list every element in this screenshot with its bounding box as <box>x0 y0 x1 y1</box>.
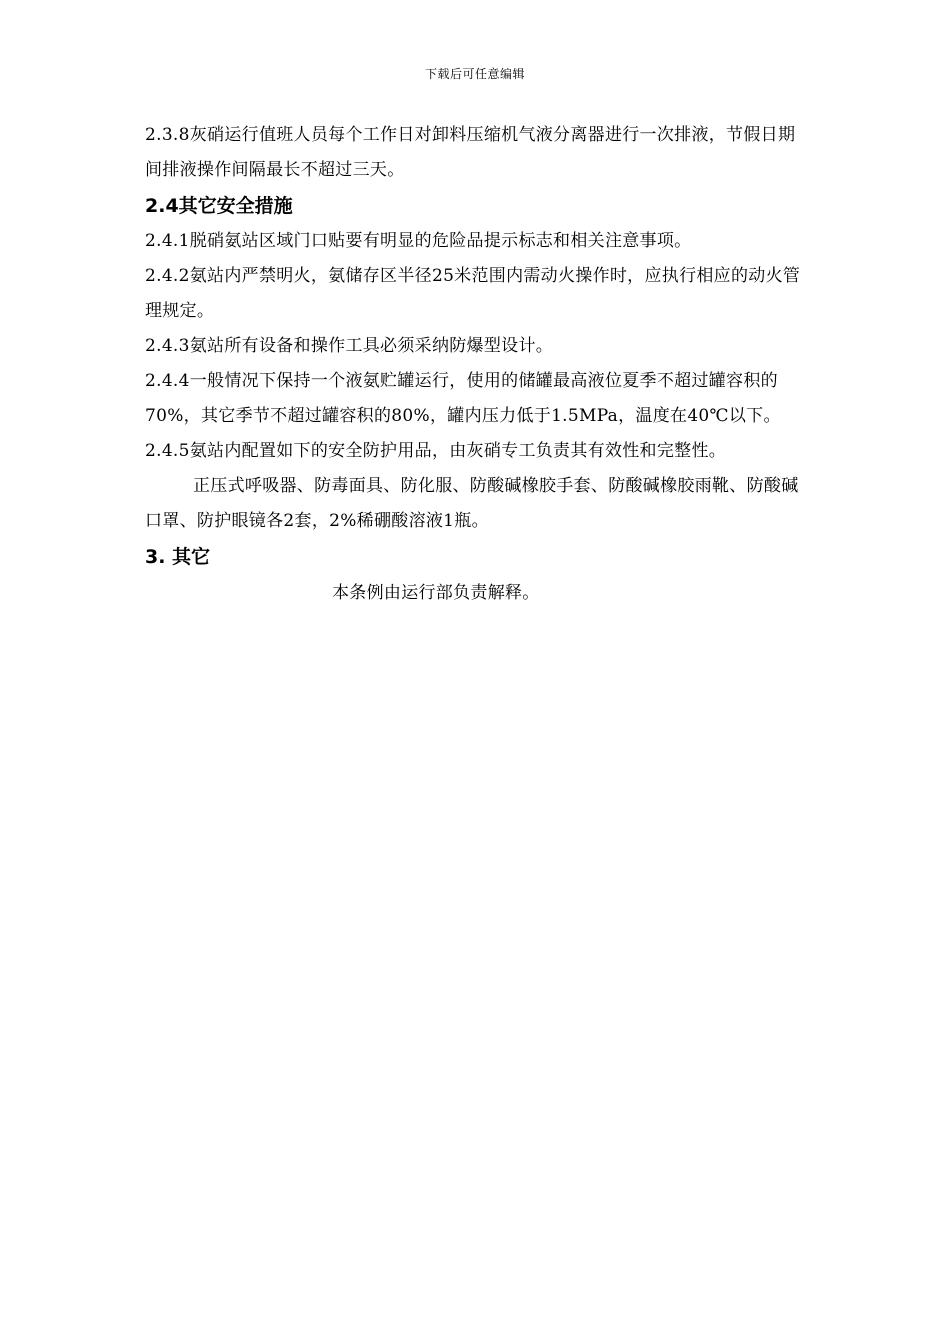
paragraph-2-3-8: 2.3.8灰硝运行值班人员每个工作日对卸料压缩机气液分离器进行一次排液，节假日期间排液操作间隔最长不超过三天。 <box>145 125 796 180</box>
section-heading-2-4: 2.4其它安全措施 <box>145 195 293 217</box>
page-header: 下载后可任意编辑 <box>424 67 525 81</box>
paragraph-2-4-4: 2.4.4一般情况下保持一个液氨贮罐运行，使用的储罐最高液位夏季不超过罐容积的70%，其它季节不超过罐容积的80%，罐内压力低于1.5MPa，温度在40℃以下。 <box>145 371 781 426</box>
paragraph-2-4-3: 2.4.3氨站所有设备和操作工具必须采纳防爆型设计。 <box>145 336 554 356</box>
paragraph-2-4-1: 2.4.1脱硝氨站区域门口贴要有明显的危险品提示标志和相关注意事项。 <box>145 231 692 251</box>
document-body <box>145 118 807 611</box>
paragraph-2-4-2: 2.4.2氨站内严禁明火，氨储存区半径25米范围内需动火操作时，应执行相应的动火管理规定。 <box>145 266 801 321</box>
paragraph-interpretation-note: 本条例由运行部负责解释。 <box>332 583 540 603</box>
paragraph-protective-equipment-list: 正压式呼吸器、防毒面具、防化服、防酸碱橡胶手套、防酸碱橡胶雨靴、防酸碱口罩、防护眼镜各2套，2%稀硼酸溶液1瓶。 <box>145 476 799 531</box>
section-heading-3: 3. 其它 <box>145 546 211 568</box>
paragraph-2-4-5: 2.4.5氨站内配置如下的安全防护用品，由灰硝专工负责其有效性和完整性。 <box>145 441 727 461</box>
